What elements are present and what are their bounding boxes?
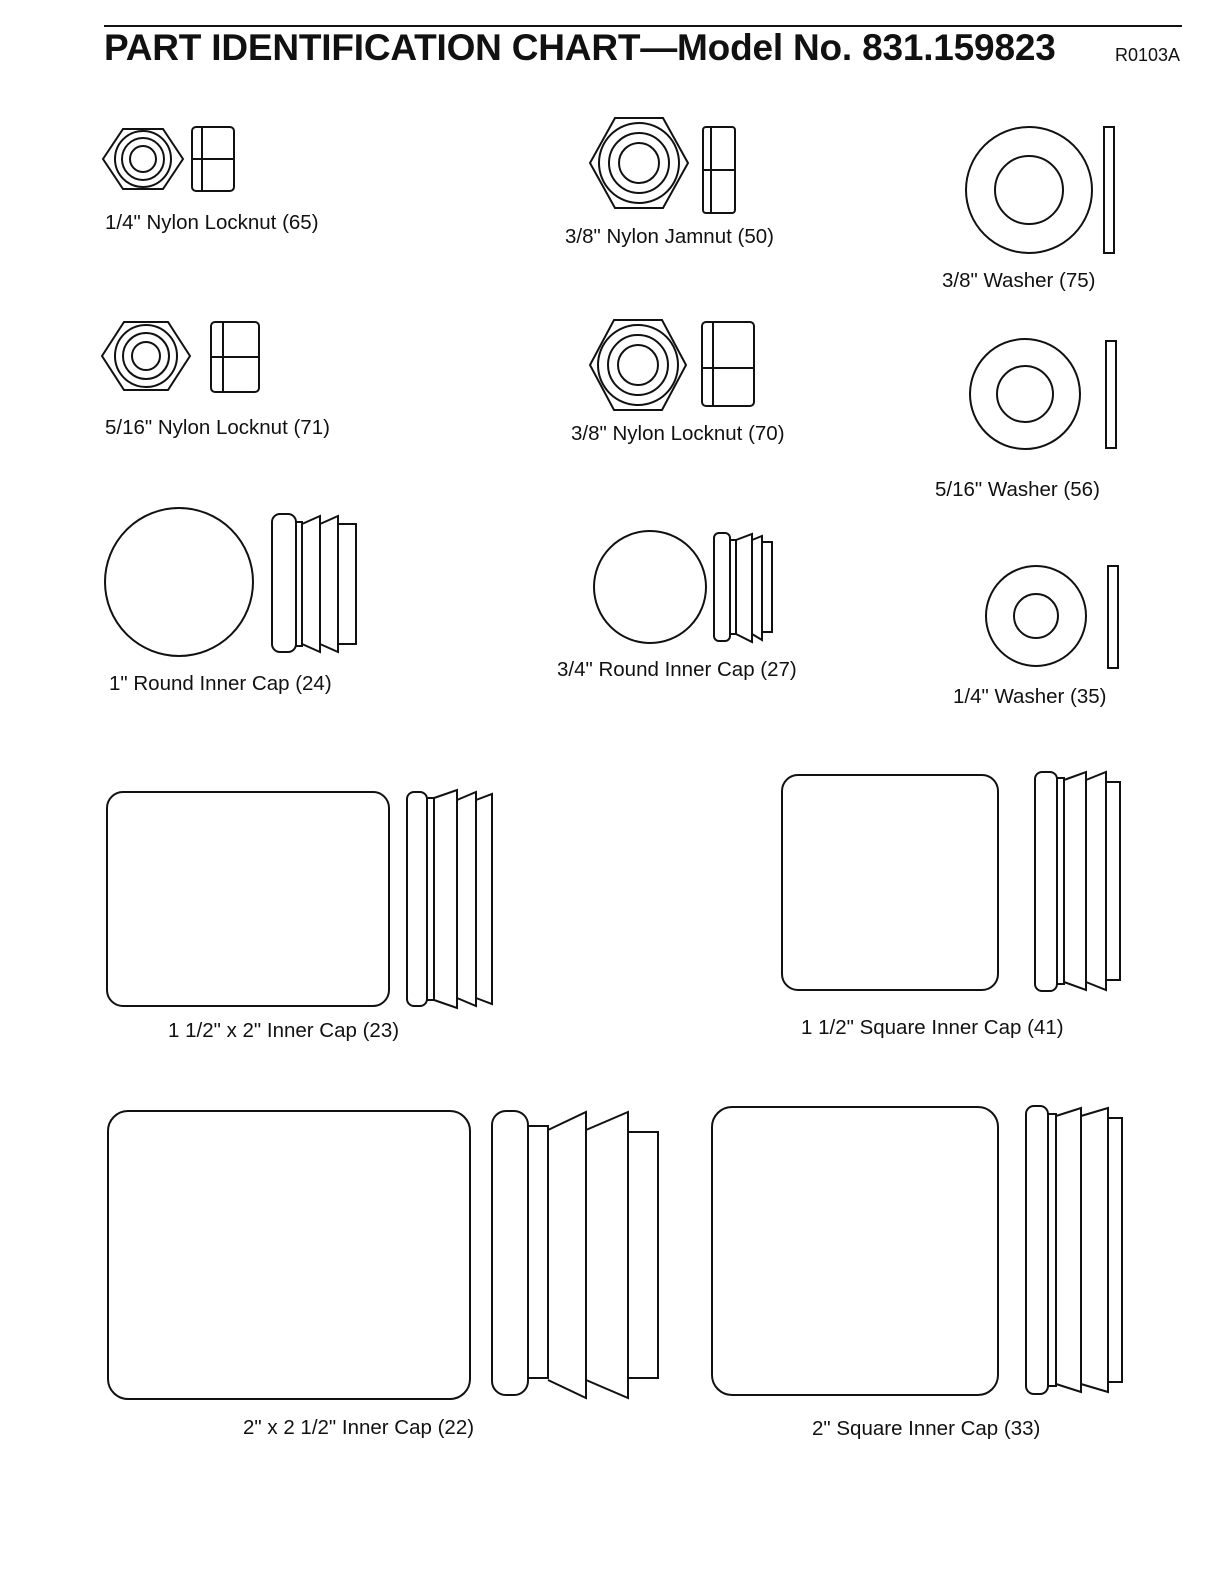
locknut-65-drawing [103, 127, 234, 191]
square-cap-33-drawing [712, 1106, 1122, 1395]
part-label: 3/8" Nylon Locknut (70) [571, 422, 785, 445]
part-label: 1 1/2" x 2" Inner Cap (23) [168, 1019, 400, 1042]
washer-56-drawing [970, 339, 1116, 449]
washer-35-drawing [986, 566, 1118, 668]
part-label: 3/8" Washer (75) [942, 269, 1096, 292]
page-title: PART IDENTIFICATION CHART—Model No. 831.159823 [104, 27, 1056, 68]
document-code: R0103A [1115, 45, 1181, 65]
part-label: 2" Square Inner Cap (33) [812, 1417, 1041, 1440]
round-cap-24-drawing [105, 508, 356, 656]
part-label: 1 1/2" Square Inner Cap (41) [801, 1016, 1064, 1039]
inner-cap-23-drawing [107, 790, 492, 1008]
round-cap-27-drawing [594, 531, 772, 643]
locknut-70-drawing [590, 320, 754, 410]
washer-75-drawing [966, 127, 1114, 253]
part-label: 5/16" Nylon Locknut (71) [105, 416, 330, 439]
part-label: 3/4" Round Inner Cap (27) [557, 658, 797, 681]
part-label: 1/4" Washer (35) [953, 685, 1107, 708]
part-label: 1/4" Nylon Locknut (65) [105, 211, 319, 234]
jamnut-50-drawing [590, 118, 735, 213]
part-label: 5/16" Washer (56) [935, 478, 1100, 501]
part-label: 2" x 2 1/2" Inner Cap (22) [243, 1416, 475, 1439]
locknut-71-drawing [102, 322, 259, 392]
inner-cap-22-drawing [108, 1111, 658, 1399]
square-cap-41-drawing [782, 772, 1120, 991]
part-label: 1" Round Inner Cap (24) [109, 672, 332, 695]
part-label: 3/8" Nylon Jamnut (50) [565, 225, 774, 248]
